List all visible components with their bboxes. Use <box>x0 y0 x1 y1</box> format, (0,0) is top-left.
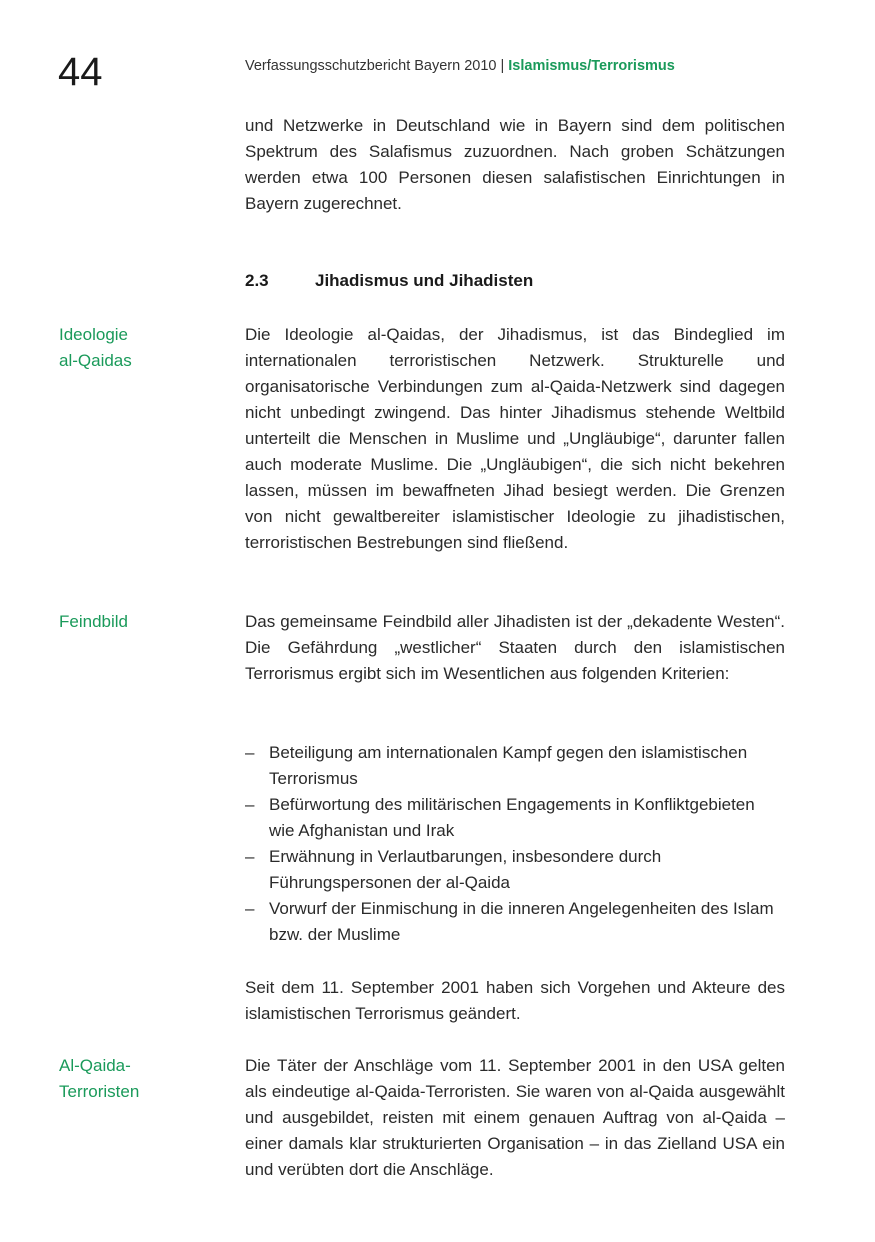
section-title: Islamismus/Terrorismus <box>508 58 675 74</box>
list-item <box>245 896 809 948</box>
ideology-block <box>245 322 785 556</box>
list-item-text: Beteiligung am internationalen Kampf gegen den islamistischen Terrorismus <box>269 743 748 788</box>
intro-block <box>245 113 785 217</box>
margin-note-enemy <box>59 609 229 635</box>
terrorists-paragraph: Die Täter der Anschläge vom 11. September 2001 in den USA gelten als eindeutige al-Qaida-Terroristen. Sie waren von al-Qaida ausgewählt und ausgebildet, reisten mit einem genauen Auftrag von al-Qaida – einer damals klar strukturierten Organisation – in das Zielland USA ein und verübten dort die Anschläge. <box>245 1056 785 1179</box>
criteria-block <box>245 740 774 948</box>
enemy-block <box>245 609 785 687</box>
running-header <box>245 58 675 74</box>
list-item <box>245 844 755 896</box>
section-heading <box>245 271 533 291</box>
list-item <box>245 740 755 792</box>
dash-icon: – <box>245 847 255 866</box>
intro-paragraph: und Netzwerke in Deutschland wie in Bayern sind dem politischen Spektrum des Salafismus zuzuordnen. Nach groben Schätzungen werden etwa 100 Personen diesen salafistischen Einrichtungen in Bayern zugerechnet. <box>245 116 785 213</box>
report-title: Verfassungsschutzbericht Bayern 2010 <box>245 58 497 74</box>
list-item <box>245 792 755 844</box>
margin-note-line: Ideologie <box>59 325 129 344</box>
list-item-text: Erwähnung in Verlautbarungen, insbesondere durch Führungspersonen der al-Qaida <box>269 847 662 892</box>
since-2001-paragraph: Seit dem 11. September 2001 haben sich Vorgehen und Akteure des islamistischen Terrorismus geändert. <box>245 978 785 1023</box>
margin-note-terrorists <box>59 1053 229 1105</box>
margin-note-line: Al-Qaida- <box>59 1056 131 1075</box>
enemy-paragraph: Das gemeinsame Feindbild aller Jihadisten ist der „dekadente Westen“. Die Gefährdung „westlicher“ Staaten durch den islamistischen Terrorismus ergibt sich im Wesentlichen aus folgenden Kriterien: <box>245 612 785 683</box>
dash-icon: – <box>245 899 255 918</box>
list-item-text: Vorwurf der Einmischung in die inneren Angelegenheiten des Islam bzw. der Muslime <box>269 899 774 944</box>
section-number: 2.3 <box>245 271 269 290</box>
criteria-list <box>245 740 774 948</box>
page-number: 44 <box>58 50 103 94</box>
terrorists-block <box>245 1053 785 1183</box>
margin-note-ideology <box>59 322 229 374</box>
section-heading-title: Jihadismus und Jihadisten <box>315 271 534 290</box>
margin-note-line: Feindbild <box>59 612 128 631</box>
header-separator: | <box>500 58 505 74</box>
ideology-paragraph: Die Ideologie al-Qaidas, der Jihadismus, ist das Bindeglied im internationalen terroristischen Netzwerk. Strukturelle und organisatorische Verbindungen zum al-Qaida-Netzwerk sind dagegen nicht unbedingt zwingend. Das hinter Jihadismus stehende Weltbild unterteilt die Menschen in Muslime und „Ungläubige“, darunter fallen auch moderate Muslime. Die „Ungläubigen“, die sich nicht bekehren lassen, müssen im bewaffneten Jihad besiegt werden. Die Grenzen von nicht gewaltbereiter islamistischer Ideologie zu jihadistischen, terroristischen Bestrebungen sind fließend. <box>245 325 785 552</box>
dash-icon: – <box>245 795 255 814</box>
margin-note-line: al-Qaidas <box>59 351 132 370</box>
since-2001-block <box>245 975 785 1027</box>
dash-icon: – <box>245 743 255 762</box>
list-item-text: Befürwortung des militärischen Engagements in Konfliktgebieten wie Afghanistan und Irak <box>269 795 755 840</box>
margin-note-line: Terroristen <box>59 1082 140 1101</box>
